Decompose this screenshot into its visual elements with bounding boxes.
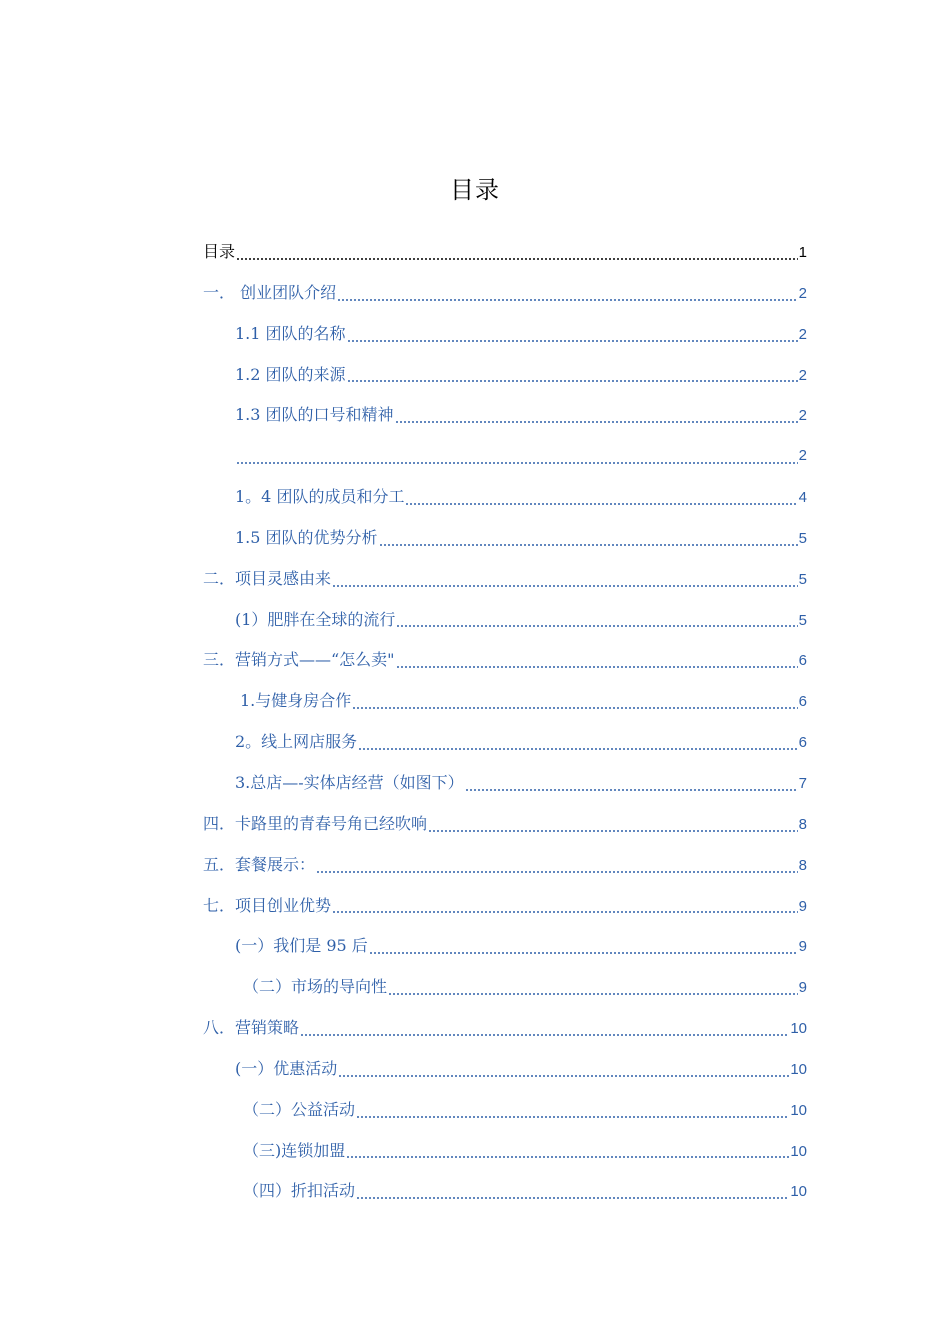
toc-entry-text: 1.2 团队的来源 bbox=[235, 364, 346, 384]
toc-leader-dots bbox=[346, 1156, 789, 1158]
toc-entry[interactable] bbox=[203, 640, 807, 681]
toc-page-number: 10 bbox=[790, 1142, 807, 1160]
toc-entry[interactable] bbox=[203, 804, 807, 845]
toc-leader-dots bbox=[396, 625, 797, 627]
toc-page-number: 2 bbox=[798, 284, 807, 302]
toc-leader-dots bbox=[395, 421, 798, 423]
toc-leader-dots bbox=[396, 666, 798, 668]
toc-entry[interactable] bbox=[203, 1131, 807, 1172]
toc-entry-text: (一）优惠活动 bbox=[235, 1058, 338, 1078]
toc-entry[interactable] bbox=[203, 436, 807, 477]
toc-leader-dots bbox=[236, 462, 798, 464]
toc-page-number: 2 bbox=[798, 447, 807, 465]
toc-entry-text: (一）我们是 95 后 bbox=[235, 936, 368, 956]
toc-page-number: 5 bbox=[798, 529, 807, 547]
toc-page-number: 9 bbox=[798, 897, 807, 915]
toc-leader-dots bbox=[428, 830, 798, 832]
toc-page-number: 9 bbox=[798, 938, 807, 956]
toc-list bbox=[203, 232, 807, 1212]
toc-entry-text: 1.与健身房合作 bbox=[240, 691, 352, 711]
toc-page-number: 5 bbox=[798, 570, 807, 588]
toc-entry[interactable] bbox=[203, 886, 807, 927]
toc-page-number: 8 bbox=[798, 856, 807, 874]
toc-entry[interactable] bbox=[203, 1049, 807, 1090]
toc-leader-dots bbox=[316, 871, 798, 873]
toc-leader-dots bbox=[347, 340, 798, 342]
toc-entry-text: 四．卡路里的青春号角已经吹响 bbox=[203, 813, 428, 833]
toc-entry-text: 3.总店—-实体店经营（如图下） bbox=[235, 772, 464, 792]
toc-entry[interactable] bbox=[203, 314, 807, 355]
toc-leader-dots bbox=[338, 1075, 789, 1077]
toc-page-number: 8 bbox=[798, 815, 807, 833]
toc-entry[interactable] bbox=[203, 1008, 807, 1049]
toc-entry-text: 五．套餐展示： bbox=[203, 854, 316, 874]
toc-entry-text: 七．项目创业优势 bbox=[203, 895, 332, 915]
toc-leader-dots bbox=[347, 380, 798, 382]
toc-entry-text: 1。4 团队的成员和分工 bbox=[235, 487, 405, 507]
toc-entry[interactable] bbox=[203, 559, 807, 600]
toc-page-number: 2 bbox=[798, 366, 807, 384]
toc-entry[interactable] bbox=[203, 722, 807, 763]
toc-entry[interactable] bbox=[203, 355, 807, 396]
toc-leader-dots bbox=[379, 544, 798, 546]
toc-title: 目录 bbox=[450, 176, 500, 204]
toc-leader-dots bbox=[405, 503, 797, 505]
toc-entry-text: （二）市场的导向性 bbox=[243, 977, 388, 997]
toc-leader-dots bbox=[300, 1034, 789, 1036]
toc-entry-text: 一． 创业团队介绍 bbox=[203, 282, 337, 302]
toc-page-number: 10 bbox=[790, 1060, 807, 1078]
toc-leader-dots bbox=[332, 585, 798, 587]
toc-entry-text: （二）公益活动 bbox=[243, 1099, 356, 1119]
toc-leader-dots bbox=[356, 1116, 789, 1118]
toc-leader-dots bbox=[337, 299, 798, 301]
toc-entry[interactable] bbox=[203, 1171, 807, 1212]
toc-entry[interactable] bbox=[203, 681, 807, 722]
toc-entry-text: 目录 bbox=[203, 242, 236, 261]
toc-entry[interactable] bbox=[203, 518, 807, 559]
toc-leader-dots bbox=[388, 993, 798, 995]
toc-leader-dots bbox=[356, 1197, 789, 1199]
toc-page-number: 9 bbox=[798, 979, 807, 997]
toc-leader-dots bbox=[465, 789, 798, 791]
toc-page-number: 2 bbox=[798, 325, 807, 343]
toc-entry-text: 1.3 团队的口号和精神 bbox=[235, 405, 394, 425]
toc-page-number: 6 bbox=[798, 734, 807, 752]
toc-entry[interactable] bbox=[203, 232, 807, 273]
toc-entry[interactable] bbox=[203, 763, 807, 804]
toc-entry[interactable] bbox=[203, 1090, 807, 1131]
toc-entry[interactable] bbox=[203, 845, 807, 886]
toc-page-number: 6 bbox=[798, 693, 807, 711]
toc-entry-text: 二．项目灵感由来 bbox=[203, 568, 332, 588]
toc-entry[interactable] bbox=[203, 477, 807, 518]
toc-entry[interactable] bbox=[203, 967, 807, 1008]
toc-entry[interactable] bbox=[203, 395, 807, 436]
toc-page-number: 4 bbox=[798, 489, 807, 507]
toc-page-number: 10 bbox=[790, 1020, 807, 1038]
toc-entry-text: （四）折扣活动 bbox=[243, 1181, 356, 1201]
toc-leader-dots bbox=[236, 258, 798, 260]
toc-entry-text: 1.5 团队的优势分析 bbox=[235, 527, 378, 547]
toc-leader-dots bbox=[352, 707, 797, 709]
toc-entry-text: 1.1 团队的名称 bbox=[235, 323, 346, 343]
toc-page-number: 2 bbox=[798, 407, 807, 425]
toc-leader-dots bbox=[358, 748, 797, 750]
toc-page-number: 1 bbox=[798, 244, 807, 261]
toc-entry[interactable] bbox=[203, 926, 807, 967]
toc-entry-text: 2。线上网店服务 bbox=[235, 732, 358, 752]
toc-entry[interactable] bbox=[203, 600, 807, 641]
toc-entry[interactable] bbox=[203, 273, 807, 314]
toc-leader-dots bbox=[369, 952, 798, 954]
toc-entry-text: （三)连锁加盟 bbox=[243, 1140, 346, 1160]
toc-page-number: 10 bbox=[790, 1101, 807, 1119]
toc-page-number: 5 bbox=[798, 611, 807, 629]
toc-entry-text: (1）肥胖在全球的流行 bbox=[235, 609, 396, 629]
toc-page-number: 10 bbox=[790, 1183, 807, 1201]
toc-entry-text: 三．营销方式——“怎么卖" bbox=[203, 650, 395, 670]
toc-page-number: 6 bbox=[798, 652, 807, 670]
toc-page-number: 7 bbox=[798, 774, 807, 792]
toc-entry-text: 八．营销策略 bbox=[203, 1018, 300, 1038]
toc-leader-dots bbox=[332, 911, 798, 913]
